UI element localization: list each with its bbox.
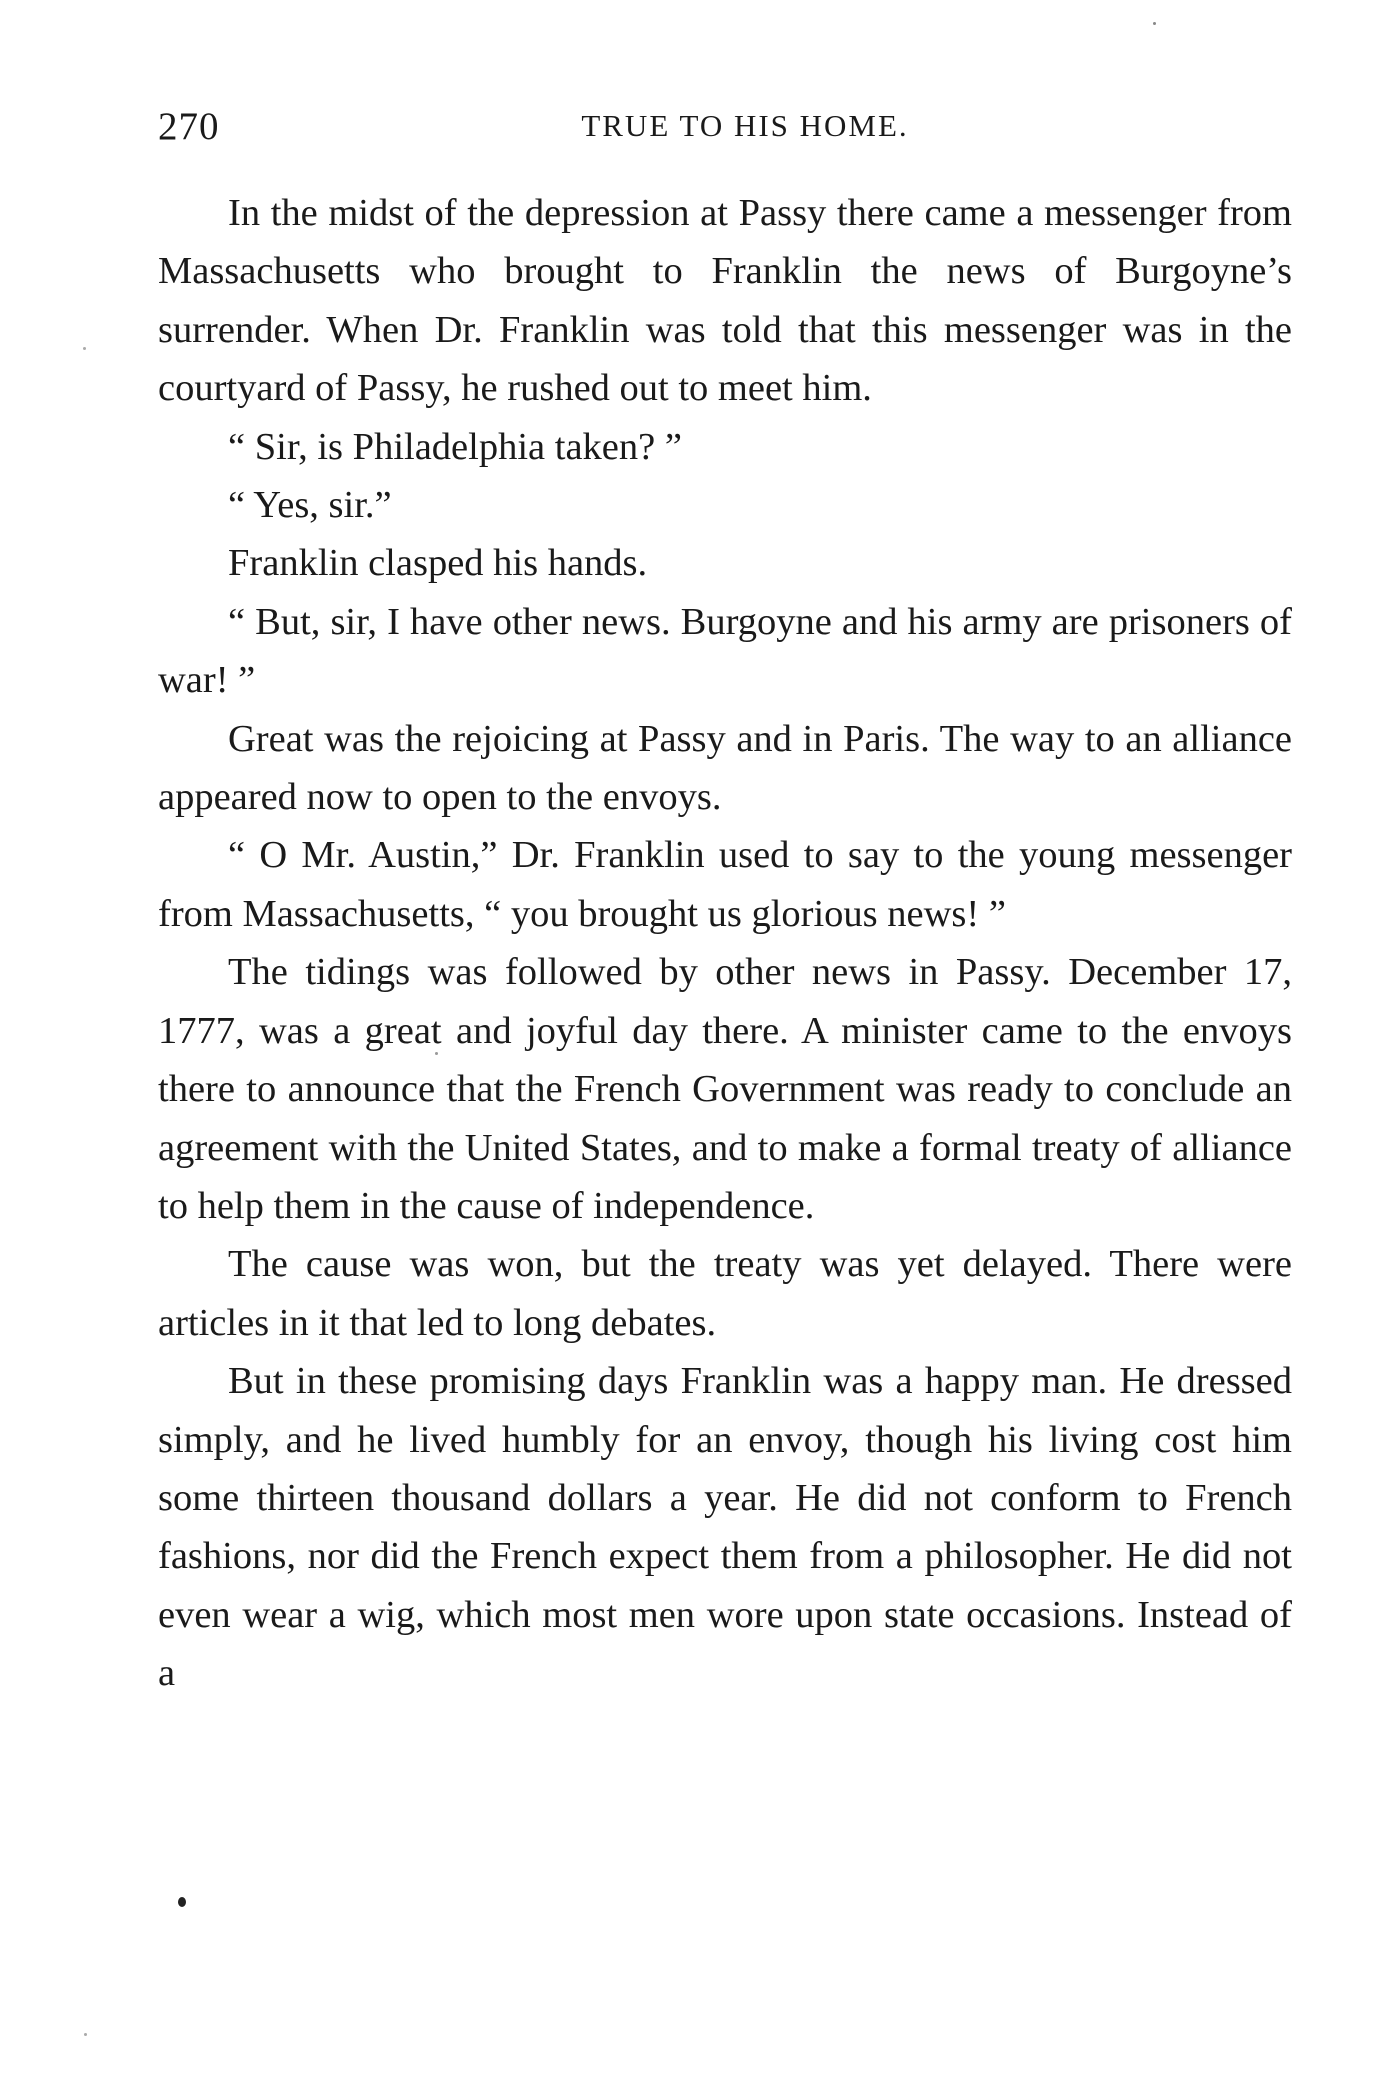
page-number: 270: [158, 105, 220, 148]
ink-speck: [1153, 22, 1156, 25]
ink-speck: [435, 1052, 438, 1055]
paragraph: In the midst of the depression at Passy there came a messenger from Massachusetts who brought to Franklin the news of Burgoyne’s surrender. When Dr. Franklin was told that this messenger was in the courtyard of Passy, he rushed out to meet him.: [158, 192, 1292, 410]
paragraph: “ Yes, sir.”: [228, 484, 392, 527]
ink-speck: [83, 347, 86, 350]
paragraph: But in these promising days Franklin was a happy man. He dressed simply, and he lived humbly for an envoy, though his living cost him some thirteen thousand dollars a year. He did not conform to French fashions, nor did the French expect them from a philosopher. He did not even wear a wig, which most men wore upon state occasions. Instead of a: [158, 1360, 1292, 1695]
paragraph: The tidings was followed by other news in Passy. December 17, 1777, was a great and joyful day there. A minister came to the envoys there to announce that the French Government was ready to conclude an agreement with the United States, and to make a formal treaty of alliance to help them in the cause of independence.: [158, 951, 1292, 1227]
paragraph: “ But, sir, I have other news. Burgoyne and his army are prisoners of war! ”: [158, 600, 1292, 702]
page-header: [158, 104, 1292, 154]
body-text: [158, 184, 1292, 1703]
ink-speck: [178, 1897, 186, 1907]
running-title: TRUE TO HIS HOME.: [581, 108, 909, 143]
paragraph: Great was the rejoicing at Passy and in Paris. The way to an alliance appeared now to open to the envoys.: [158, 717, 1292, 819]
paragraph: The cause was won, but the treaty was yet delayed. There were articles in it that led to long debates.: [158, 1243, 1292, 1344]
ink-speck: [84, 2033, 87, 2036]
paragraph: “ O Mr. Austin,” Dr. Franklin used to say to the young messenger from Massachusetts, “ you brought us glorious news! ”: [158, 834, 1292, 935]
paragraph: “ Sir, is Philadelphia taken? ”: [228, 425, 682, 468]
paragraph: Franklin clasped his hands.: [228, 542, 648, 585]
